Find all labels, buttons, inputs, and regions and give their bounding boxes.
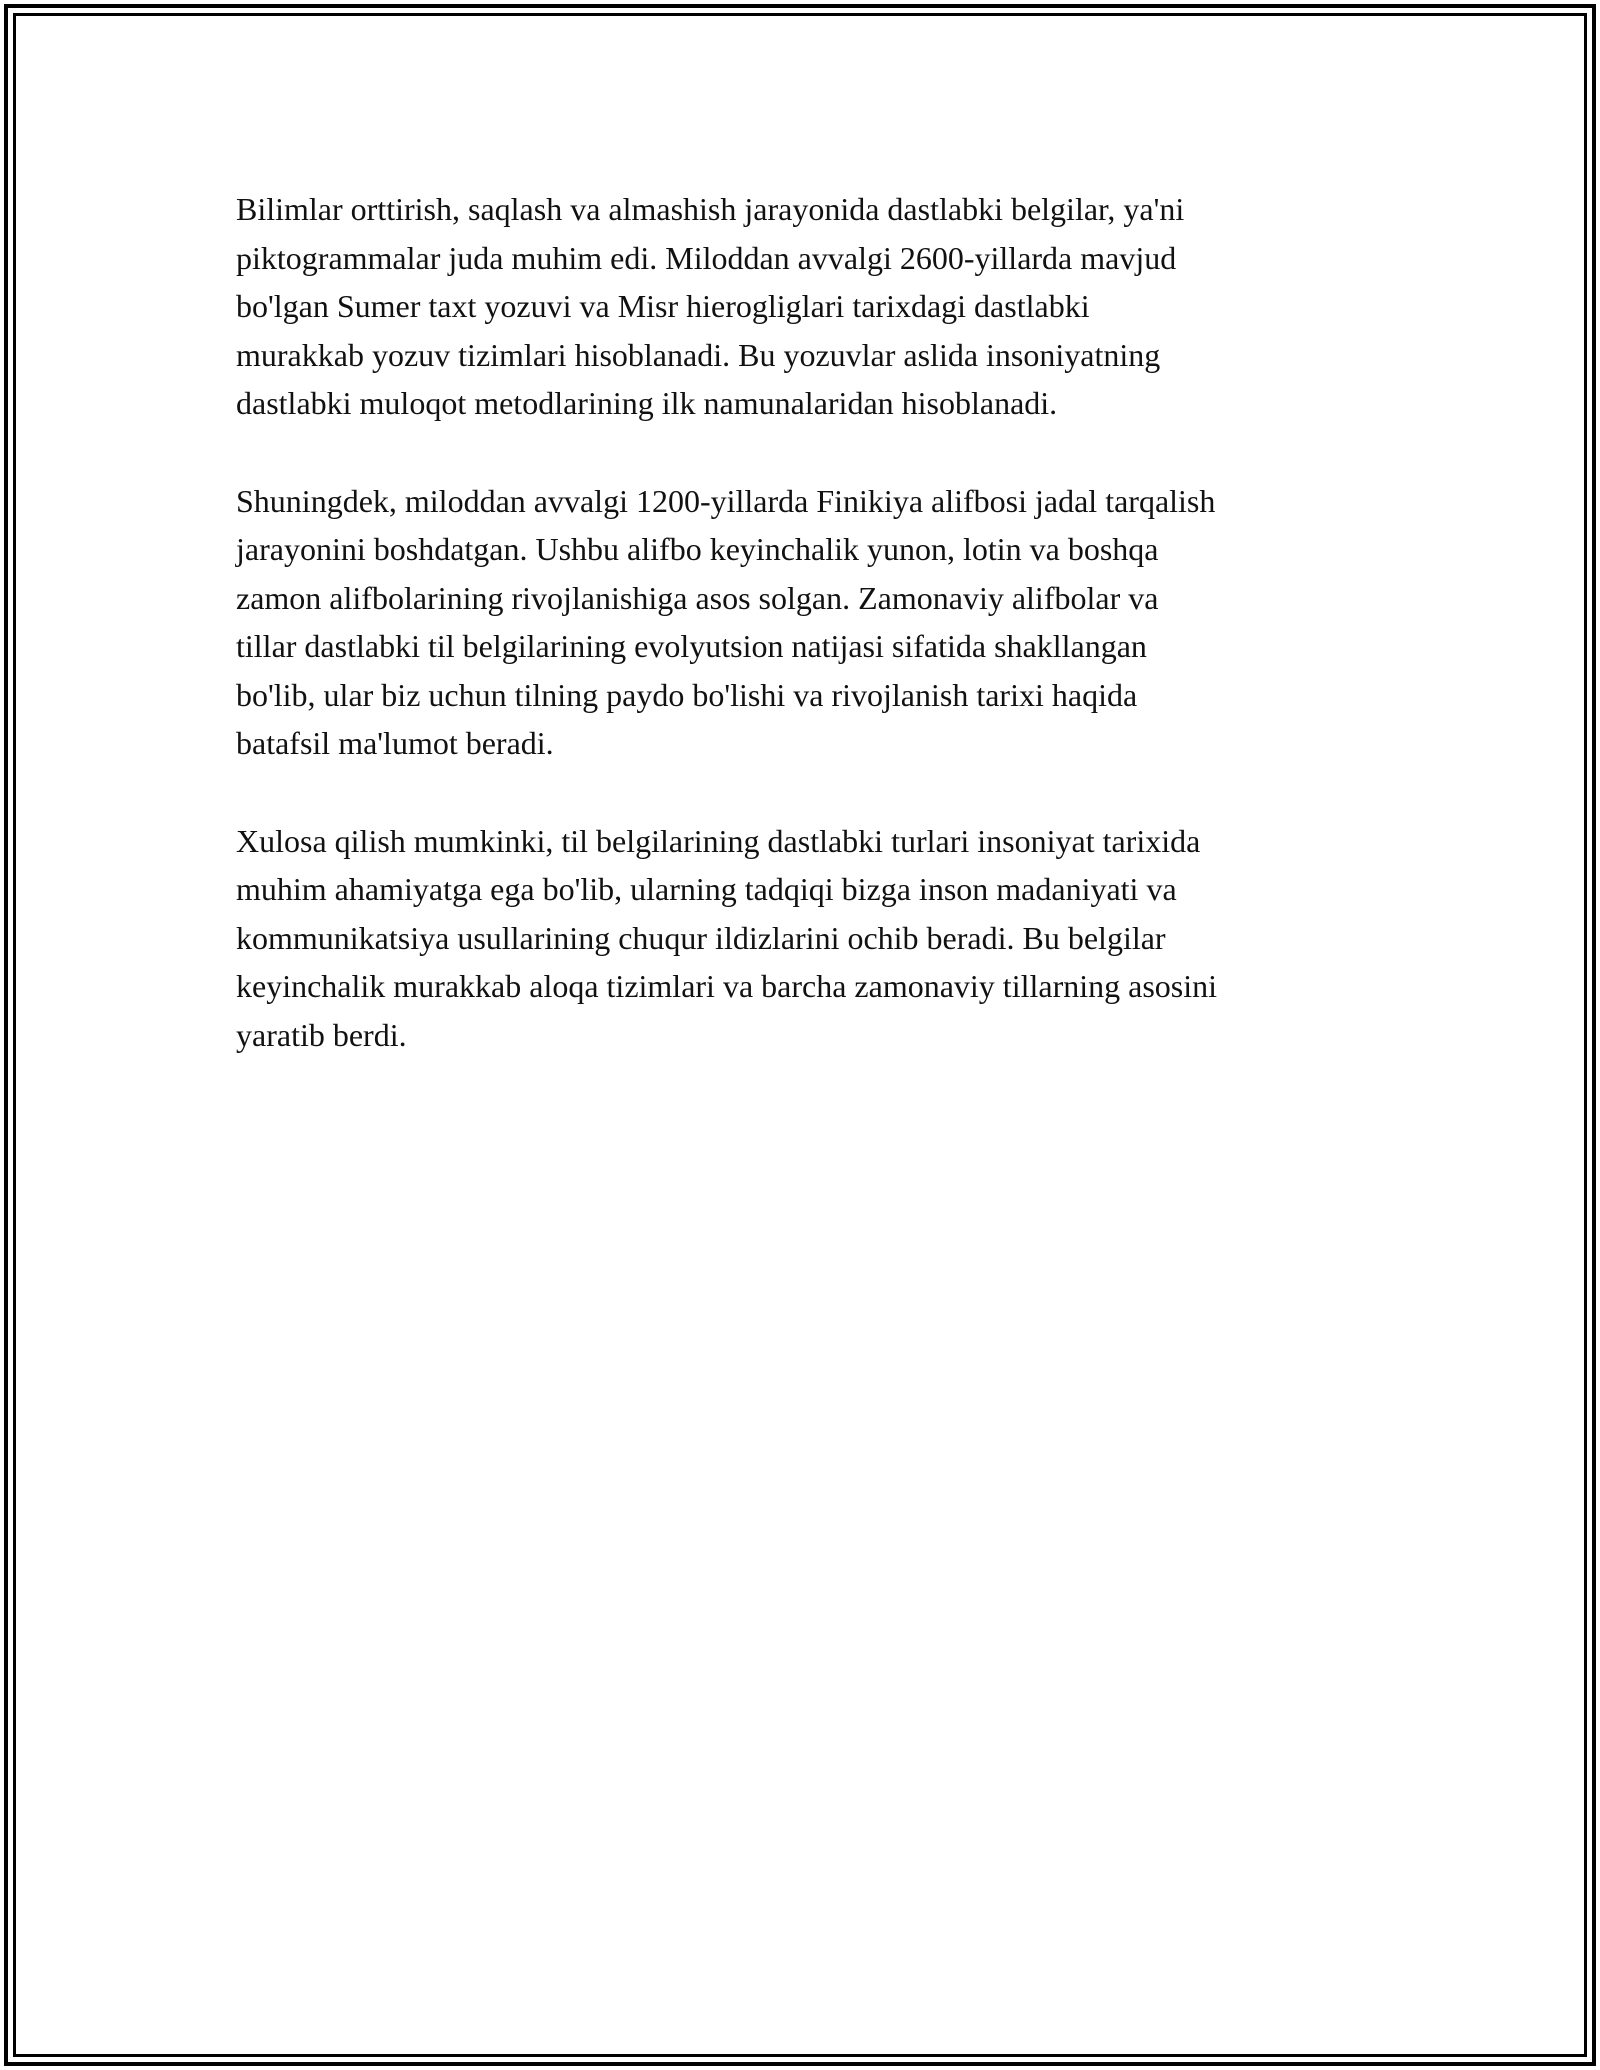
text-line: keyinchalik murakkab aloqa tizimlari va barcha zamonaviy tillarning asosini [236, 968, 1217, 1004]
document-body [236, 185, 1376, 1108]
text-line: dastlabki muloqot metodlarining ilk namunalaridan hisoblanadi. [236, 385, 1058, 421]
text-line: batafsil ma'lumot beradi. [236, 725, 554, 761]
text-line: bo'lib, ular biz uchun tilning paydo bo'lishi va rivojlanish tarixi haqida [236, 676, 1138, 713]
text-line: Shuningdek, miloddan avvalgi 1200-yillarda Finikiya alifbosi jadal tarqalish [236, 482, 1216, 519]
text-line: murakkab yozuv tizimlari hisoblanadi. Bu yozuvlar aslida insoniyatning [236, 336, 1161, 373]
text-line: tillar dastlabki til belgilarining evolyutsion natijasi sifatida shakllangan [236, 628, 1147, 664]
text-line: zamon alifbolarining rivojlanishiga asos solgan. Zamonaviy alifbolar va [236, 579, 1159, 616]
text-line: jarayonini boshdatgan. Ushbu alifbo keyinchalik yunon, lotin va boshqa [236, 531, 1159, 567]
text-line: bo'lgan Sumer taxt yozuvi va Misr hierogliglari tarixdagi dastlabki [236, 288, 1090, 324]
text-line: yaratib berdi. [236, 1016, 407, 1053]
paragraph-1 [236, 185, 1376, 428]
text-line: piktogrammalar juda muhim edi. Miloddan avvalgi 2600-yillarda mavjud [236, 239, 1177, 276]
paragraph-3 [236, 817, 1376, 1060]
text-line: Bilimlar orttirish, saqlash va almashish jarayonida dastlabki belgilar, ya'ni [236, 191, 1185, 227]
text-line: kommunikatsiya usullarining chuqur ildizlarini ochib beradi. Bu belgilar [236, 919, 1166, 956]
text-line: muhim ahamiyatga ega bo'lib, ularning tadqiqi bizga inson madaniyati va [236, 871, 1177, 907]
text-line: Xulosa qilish mumkinki, til belgilarining dastlabki turlari insoniyat tarixida [236, 822, 1201, 859]
paragraph-2 [236, 477, 1376, 768]
